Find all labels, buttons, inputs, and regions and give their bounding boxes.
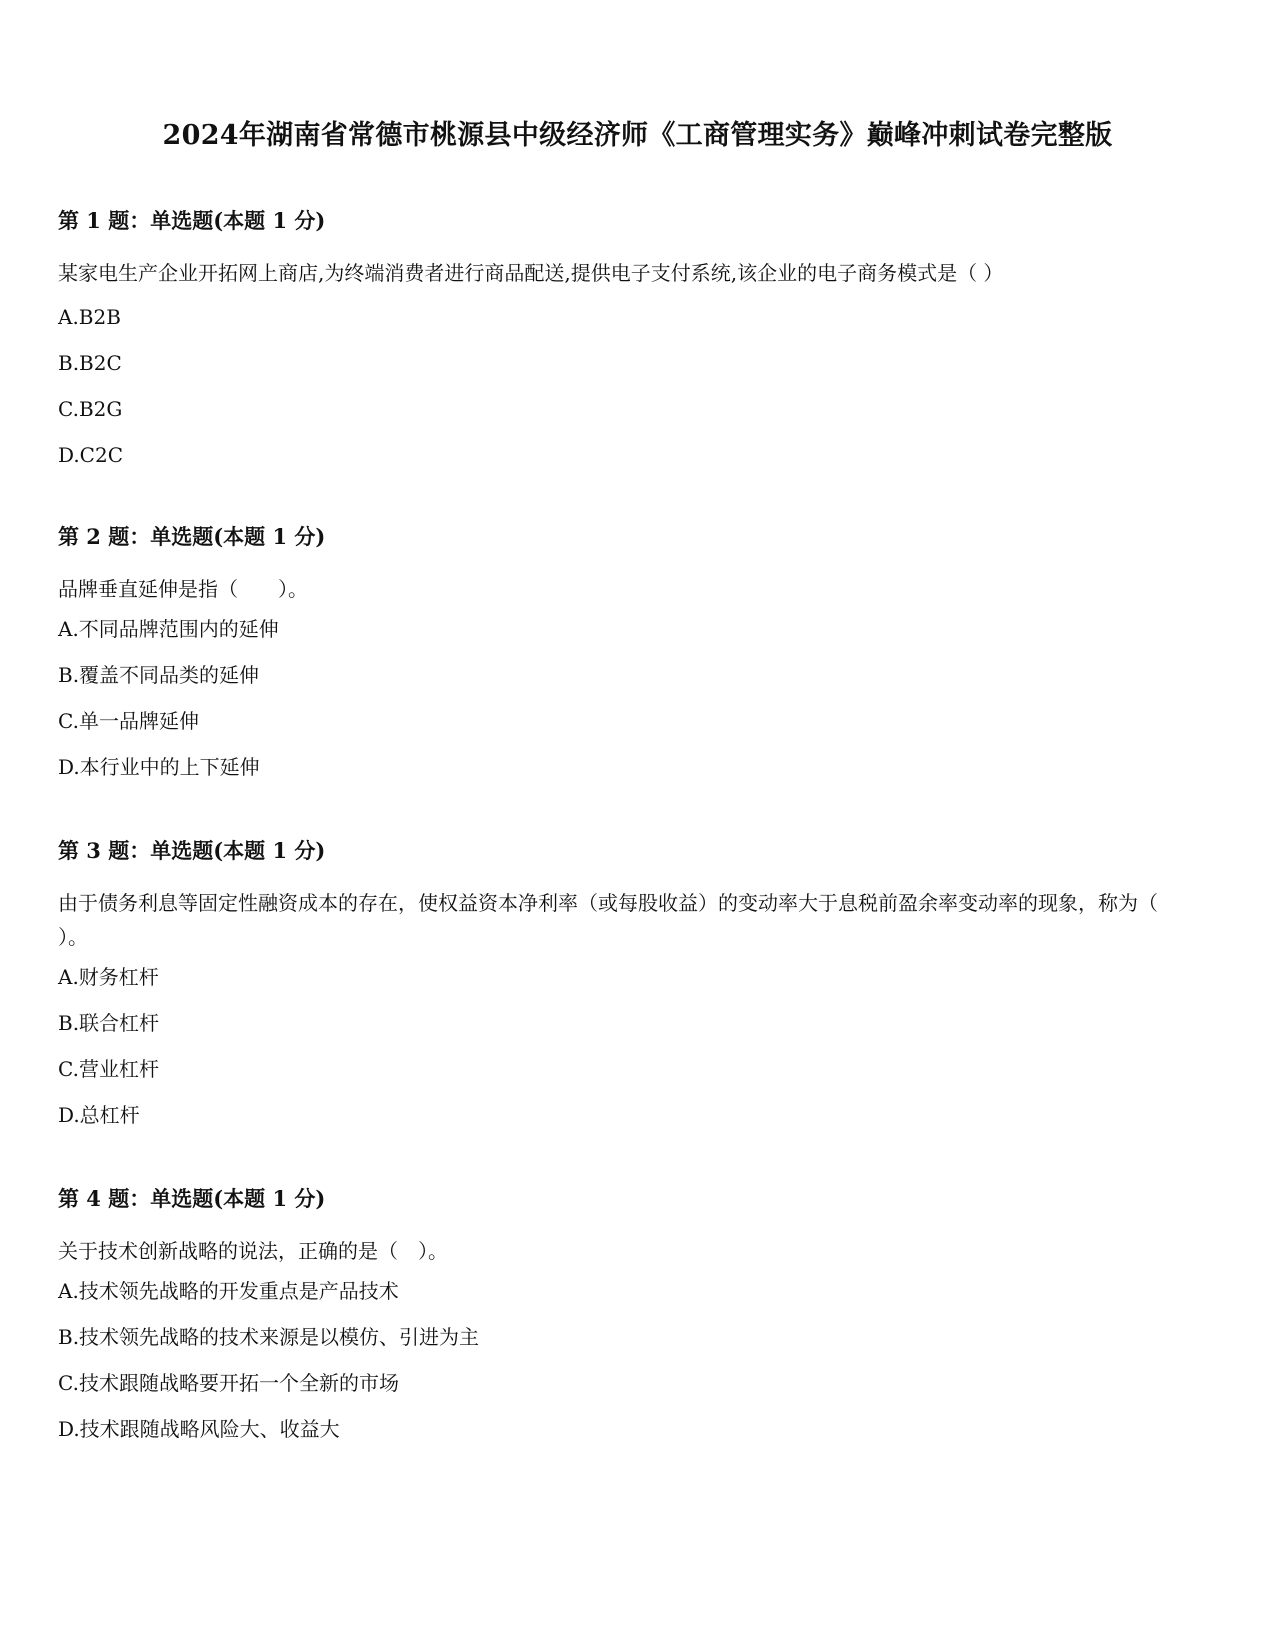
question-header: 第 2 题：单选题(本题 1 分) xyxy=(58,524,326,549)
question-header: 第 1 题：单选题(本题 1 分) xyxy=(58,208,326,233)
option-b: B.联合杠杆 xyxy=(58,1011,160,1035)
question-2 xyxy=(58,522,1218,782)
option-b: B.B2C xyxy=(58,351,122,375)
option-c: C.单一品牌延伸 xyxy=(58,709,199,733)
option-a: A.不同品牌范围内的延伸 xyxy=(58,617,279,641)
option-d: D.技术跟随战略风险大、收益大 xyxy=(58,1417,340,1441)
option-b: B.技术领先战略的技术来源是以模仿、引进为主 xyxy=(58,1325,480,1349)
option-c: C.技术跟随战略要开拓一个全新的市场 xyxy=(58,1371,399,1395)
option-d: D.C2C xyxy=(58,443,124,467)
question-1 xyxy=(58,206,1218,470)
option-c: C.营业杠杆 xyxy=(58,1057,159,1081)
option-a: A.财务杠杆 xyxy=(58,965,159,989)
question-header: 第 4 题：单选题(本题 1 分) xyxy=(58,1186,326,1211)
option-b: B.覆盖不同品类的延伸 xyxy=(58,663,260,687)
option-a: A.技术领先战略的开发重点是产品技术 xyxy=(58,1279,399,1303)
document-title: 2024年湖南省常德市桃源县中级经济师《工商管理实务》巅峰冲刺试卷完整版 xyxy=(162,120,1113,151)
question-stem: 关于技术创新战略的说法，正确的是（ ）。 xyxy=(58,1239,448,1263)
question-3 xyxy=(58,836,1218,1130)
question-stem: 由于债务利息等固定性融资成本的存在，使权益资本净利率（或每股收益）的变动率大于息税前盈余率变动率的现象，称为（ ）。 xyxy=(58,891,1158,949)
question-header: 第 3 题：单选题(本题 1 分) xyxy=(58,838,326,863)
question-stem: 某家电生产企业开拓网上商店,为终端消费者进行商品配送,提供电子支付系统,该企业的电子商务模式是（ ） xyxy=(58,261,1004,285)
question-4 xyxy=(58,1184,1218,1444)
option-c: C.B2G xyxy=(58,397,123,421)
option-a: A.B2B xyxy=(58,305,121,329)
option-d: D.本行业中的上下延伸 xyxy=(58,755,260,779)
question-stem: 品牌垂直延伸是指（ ）。 xyxy=(58,577,308,601)
option-d: D.总杠杆 xyxy=(58,1103,140,1127)
